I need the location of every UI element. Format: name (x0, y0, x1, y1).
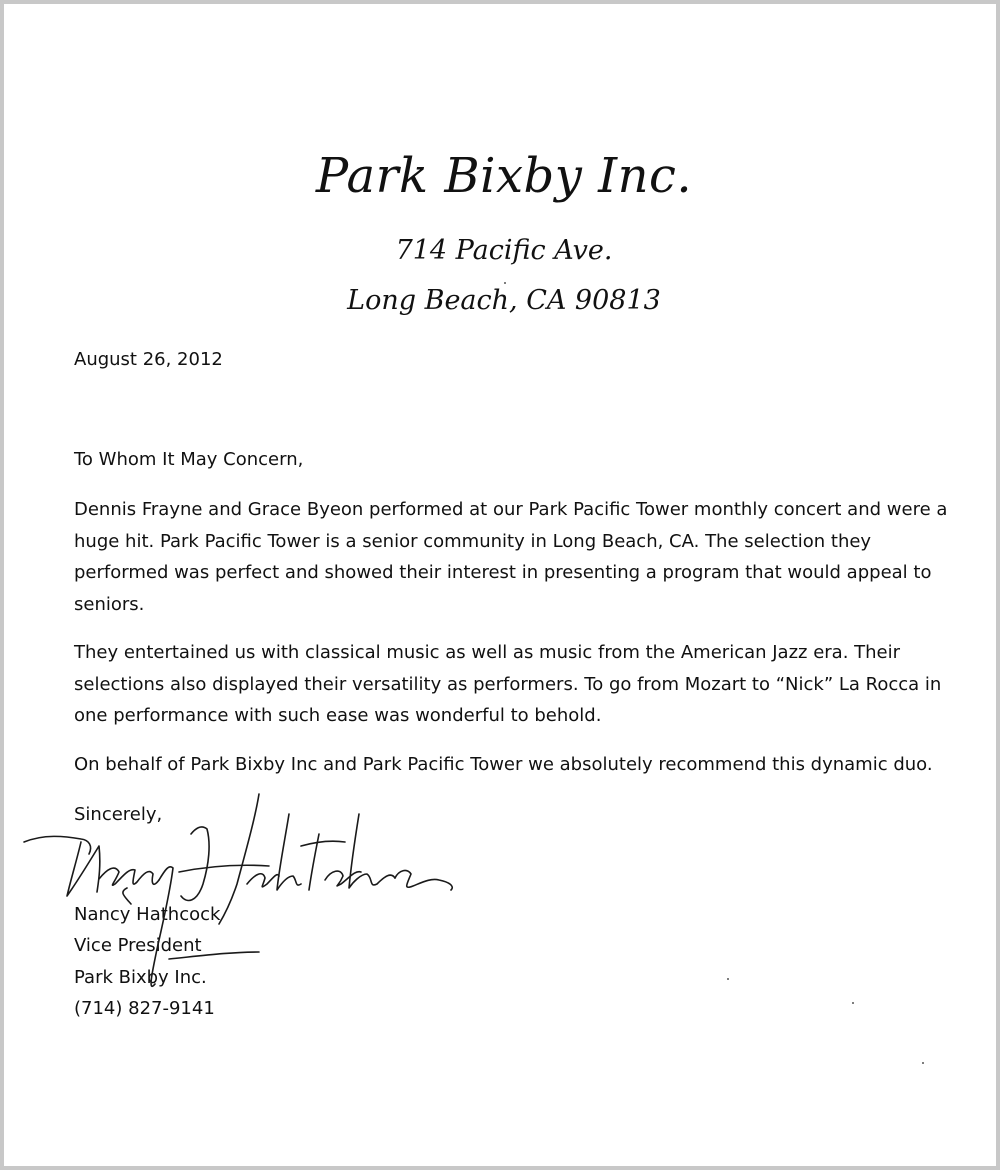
letterhead-street-address: 714 Pacific Ave. (395, 235, 613, 266)
signature-stroke (181, 827, 209, 901)
letter-paragraph-1: Dennis Frayne and Grace Byeon performed at our Park Pacific Tower monthly concert and were a huge hit. Park Pacific Tower is a senior community in Long Beach, CA. The selection they performed was perfect and showed their interest in presenting a program that would appeal to seniors. (74, 499, 948, 615)
signature-stroke (247, 874, 279, 887)
signatory-name: Nancy Hathcock (74, 904, 221, 925)
signature-stroke (99, 868, 159, 885)
scan-speck (727, 978, 729, 980)
signatory-company: Park Bixby Inc. (74, 967, 207, 988)
scan-speck (922, 1062, 924, 1064)
signature-stroke (325, 871, 361, 886)
letter-date: August 26, 2012 (74, 349, 223, 370)
letter-closing: Sincerely, (74, 804, 163, 825)
scan-speck (504, 282, 506, 284)
letter-salutation: To Whom It May Concern, (74, 449, 304, 470)
signature-stroke (179, 865, 269, 872)
letterhead-company-name: Park Bixby Inc. (315, 148, 693, 204)
letterhead-city-state-zip: Long Beach, CA 90813 (347, 285, 661, 316)
signature-stroke (24, 836, 91, 854)
signature-stroke (395, 871, 452, 890)
scan-speck (852, 1002, 854, 1004)
signatory-phone: (714) 827-9141 (74, 998, 215, 1019)
signature-stroke (309, 834, 319, 890)
letter-paragraph-3: On behalf of Park Bixby Inc and Park Pacific Tower we absolutely recommend this dynamic duo. (74, 754, 933, 775)
signatory-title: Vice President (74, 935, 202, 956)
signature-stroke (301, 841, 345, 846)
signature-stroke (67, 842, 100, 896)
letter-paragraph-2: They entertained us with classical music as well as music from the American Jazz era. Their selections also displayed their versatility as performers. To go from Mozart to “Nick” La Rocca in one performance with such ease was wonderful to behold. (74, 642, 942, 726)
